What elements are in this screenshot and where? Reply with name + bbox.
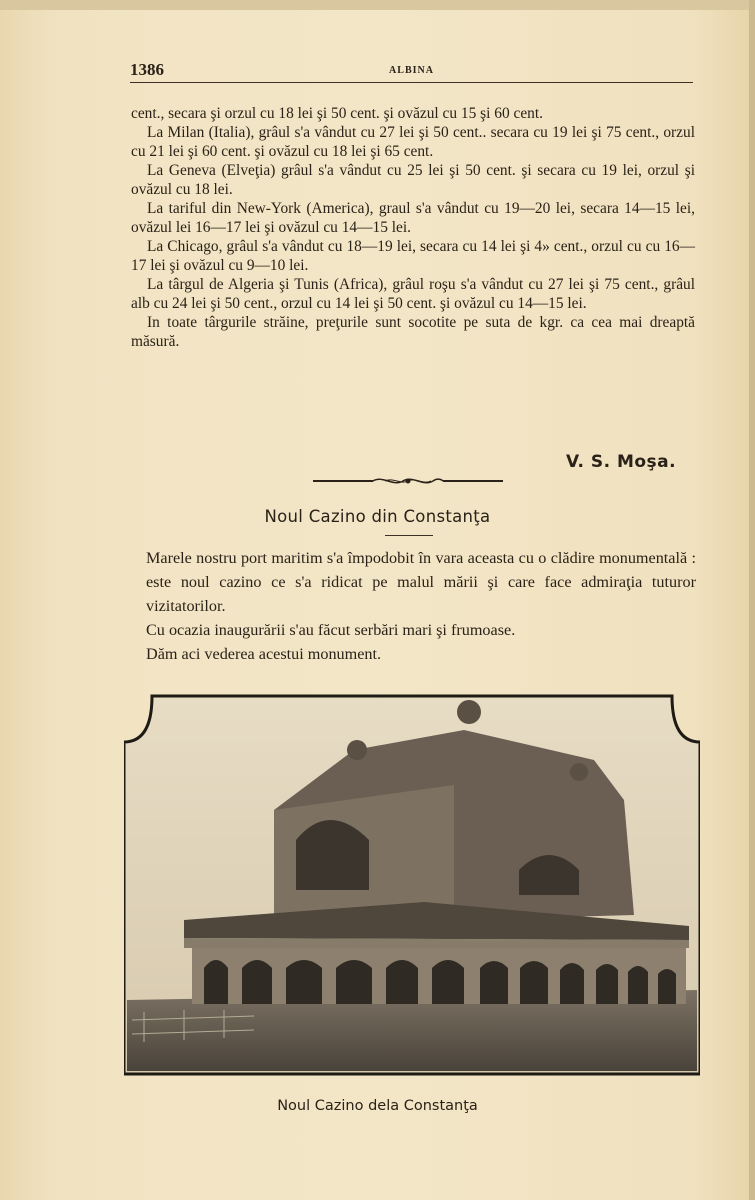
paragraph: cent., secara şi orzul cu 18 lei şi 50 cent. şi ovăzul cu 15 şi 60 cent. [131,105,544,122]
title-underline [385,535,433,536]
paragraph: Marele nostru port maritim s'a împodobit în vara aceasta cu o clădire monumentală : este noul cazino ce s'a ridicat pe malul mării şi care face admiraţia tuturor vizitatorilor. [146,549,696,615]
casino-article [146,546,696,666]
paragraph: Cu ocazia inaugurării s'au făcut serbări mari şi frumoase. [146,621,516,639]
paragraph: La Milan (Italia), grâul s'a vândut cu 27 lei şi 50 cent.. secara cu 19 lei şi 75 cent., orzul cu 21 lei şi 60 cent. şi ovăzul cu 18 lei şi 65 cent. [131,124,695,160]
page-number: 1386 [130,60,164,79]
grain-prices-article [131,104,695,351]
paragraph: In toate târgurile străine, preţurile sunt socotite pe suta de kgr. ca cea mai dreaptă măsură. [131,314,695,350]
photo-caption: Noul Cazino dela Constanţa [277,1098,478,1114]
divider-ornament [313,474,503,488]
running-title: ALBINA [389,65,434,76]
casino-photograph [124,690,700,1078]
author-signature: V. S. Moşa. [566,452,677,472]
paragraph: La târgul de Algeria şi Tunis (Africa), grâul roşu s'a vândut cu 27 lei şi 75 cent., grâul alb cu 24 lei şi 50 cent., orzul cu 14 lei şi 50 cent. şi ovăzul cu 14—15 lei. [131,276,695,312]
paragraph: Dăm aci vederea acestui monument. [146,645,382,663]
paragraph: La tariful din New-York (America), graul s'a vândut cu 19—20 lei, secara 14—15 lei, ovăzul lei 16—17 lei şi ovăzul cu 14—15 lei. [131,200,695,236]
paragraph: La Chicago, grâul s'a vândut cu 18—19 lei, secara cu 14 lei şi 4» cent., orzul cu cu 16—17 lei şi ovăzul cu 9—10 lei. [131,238,695,274]
article-title: Noul Cazino din Constanţa [264,507,491,526]
page-right-edge [749,0,755,1200]
page-top-edge [0,0,755,10]
page-header [130,58,693,83]
paragraph: La Geneva (Elveţia) grâul s'a vândut cu 25 lei şi 50 cent. şi secara cu 19 lei, orzul şi ovăzul cu 18 lei. [131,162,695,198]
